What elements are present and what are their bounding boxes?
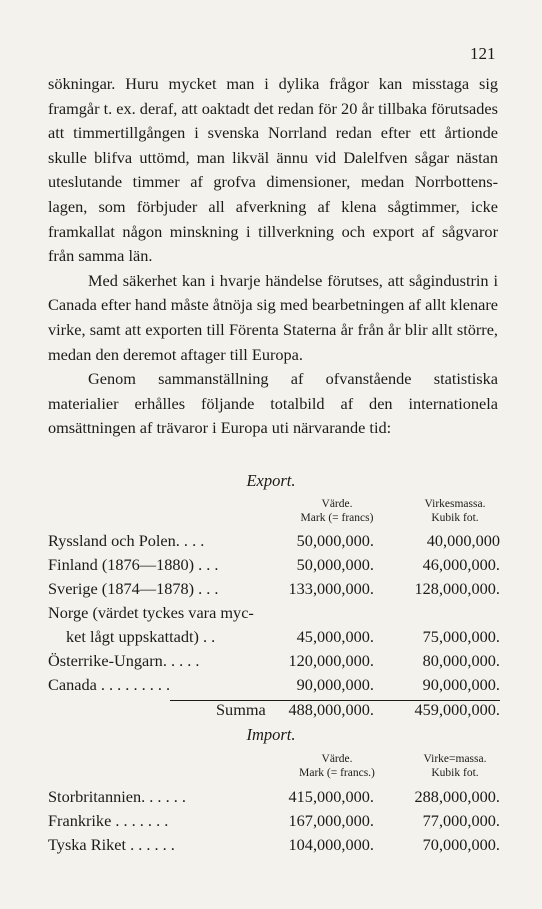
column-header: Värde. [321, 498, 353, 510]
column-header: Värde. [321, 753, 353, 765]
table-row [48, 553, 500, 577]
volume-cell: 90,000,000. [422, 675, 500, 694]
volume-cell: 80,000,000. [422, 651, 500, 670]
volume-cell: 70,000,000. [422, 835, 500, 854]
value-cell: 50,000,000. [296, 531, 374, 550]
volume-cell: 77,000,000. [422, 811, 500, 830]
column-unit: Kubik fot. [431, 767, 479, 779]
value-cell: 104,000,000. [288, 835, 374, 854]
value-cell: 415,000,000. [288, 787, 374, 806]
country-label: Norge (värdet tyckes vara myc- [48, 603, 254, 622]
import-value-header [282, 752, 392, 780]
country-label: Canada . . . . . . . . . [48, 675, 171, 694]
column-unit: Mark (= francs.) [299, 767, 375, 779]
table-row [48, 785, 500, 809]
country-label: Storbritannien. . . . . . [48, 787, 186, 806]
table-row [48, 625, 500, 649]
export-value-header [282, 497, 392, 525]
value-cell: 90,000,000. [296, 675, 374, 694]
column-unit: Kubik fot. [431, 512, 479, 524]
column-unit: Mark (= francs) [300, 512, 374, 524]
volume-cell: 75,000,000. [422, 627, 500, 646]
value-cell: 50,000,000. [296, 555, 374, 574]
body-text [48, 72, 498, 441]
paragraph: Genom sammanställning af ofvanstående statistiska materialier erhålles följande totalbild af den internationela omsättningen af trävaror i Europa uti närvarande tid: [48, 369, 498, 438]
country-label: Tyska Riket . . . . . . [48, 835, 175, 854]
volume-cell: 288,000,000. [414, 787, 500, 806]
table-row [48, 601, 500, 625]
volume-cell: 128,000,000. [414, 579, 500, 598]
value-cell: 133,000,000. [288, 579, 374, 598]
table-row [48, 649, 500, 673]
table-row [48, 833, 500, 857]
value-cell: 120,000,000. [288, 651, 374, 670]
table-row [48, 529, 500, 553]
page-number: 121 [470, 44, 496, 63]
total-value: 488,000,000. [288, 700, 374, 719]
value-cell: 167,000,000. [288, 811, 374, 830]
country-label: Frankrike . . . . . . . [48, 811, 169, 830]
import-volume-header [405, 752, 505, 780]
value-cell: 45,000,000. [296, 627, 374, 646]
export-title: Export. [246, 471, 296, 490]
total-row [48, 698, 500, 722]
column-header: Virkesmassa. [424, 498, 486, 510]
volume-cell: 46,000,000. [422, 555, 500, 574]
table-row [48, 673, 500, 697]
import-title: Import. [246, 725, 296, 744]
country-label: ket lågt uppskattadt) . . [66, 627, 216, 646]
paragraph: sökningar. Huru mycket man i dylika frågor kan misstaga sig framgår t. ex. deraf, att oaktadt det redan för 20 år tillbaka förutsades att timmertillgången i svenska Norrland redan efter ett årtionde skulle blifva uttömd, man likväl ännu vid Dalelfven sågar nästan uteslutande timmer af grofva dimensioner, medan Norrbottens-lagen, som förbjuder all afverkning af klena sågtimmer, icke framkallat någon minskning i tillverkning och export af sågvaror från samma län. [48, 74, 498, 266]
country-label: Österrike-Ungarn. . . . . [48, 651, 200, 670]
table-row [48, 809, 500, 833]
table-row [48, 577, 500, 601]
export-volume-header [405, 497, 505, 525]
country-label: Sverige (1874—1878) . . . [48, 579, 219, 598]
country-label: Finland (1876—1880) . . . [48, 555, 219, 574]
total-volume: 459,000,000. [414, 700, 500, 719]
volume-cell: 40,000,000 [426, 531, 500, 550]
column-header: Virke=massa. [423, 753, 487, 765]
total-label: Summa [216, 700, 266, 719]
country-label: Ryssland och Polen. . . . [48, 531, 205, 550]
paragraph: Med säkerhet kan i hvarje händelse förutses, att sågindustrin i Canada efter hand måste åtnöja sig med bearbetningen af allt klenare virke, samt att exporten till Förenta Staterna år från år blir allt större, medan den deremot aftager till Europa. [48, 270, 498, 364]
